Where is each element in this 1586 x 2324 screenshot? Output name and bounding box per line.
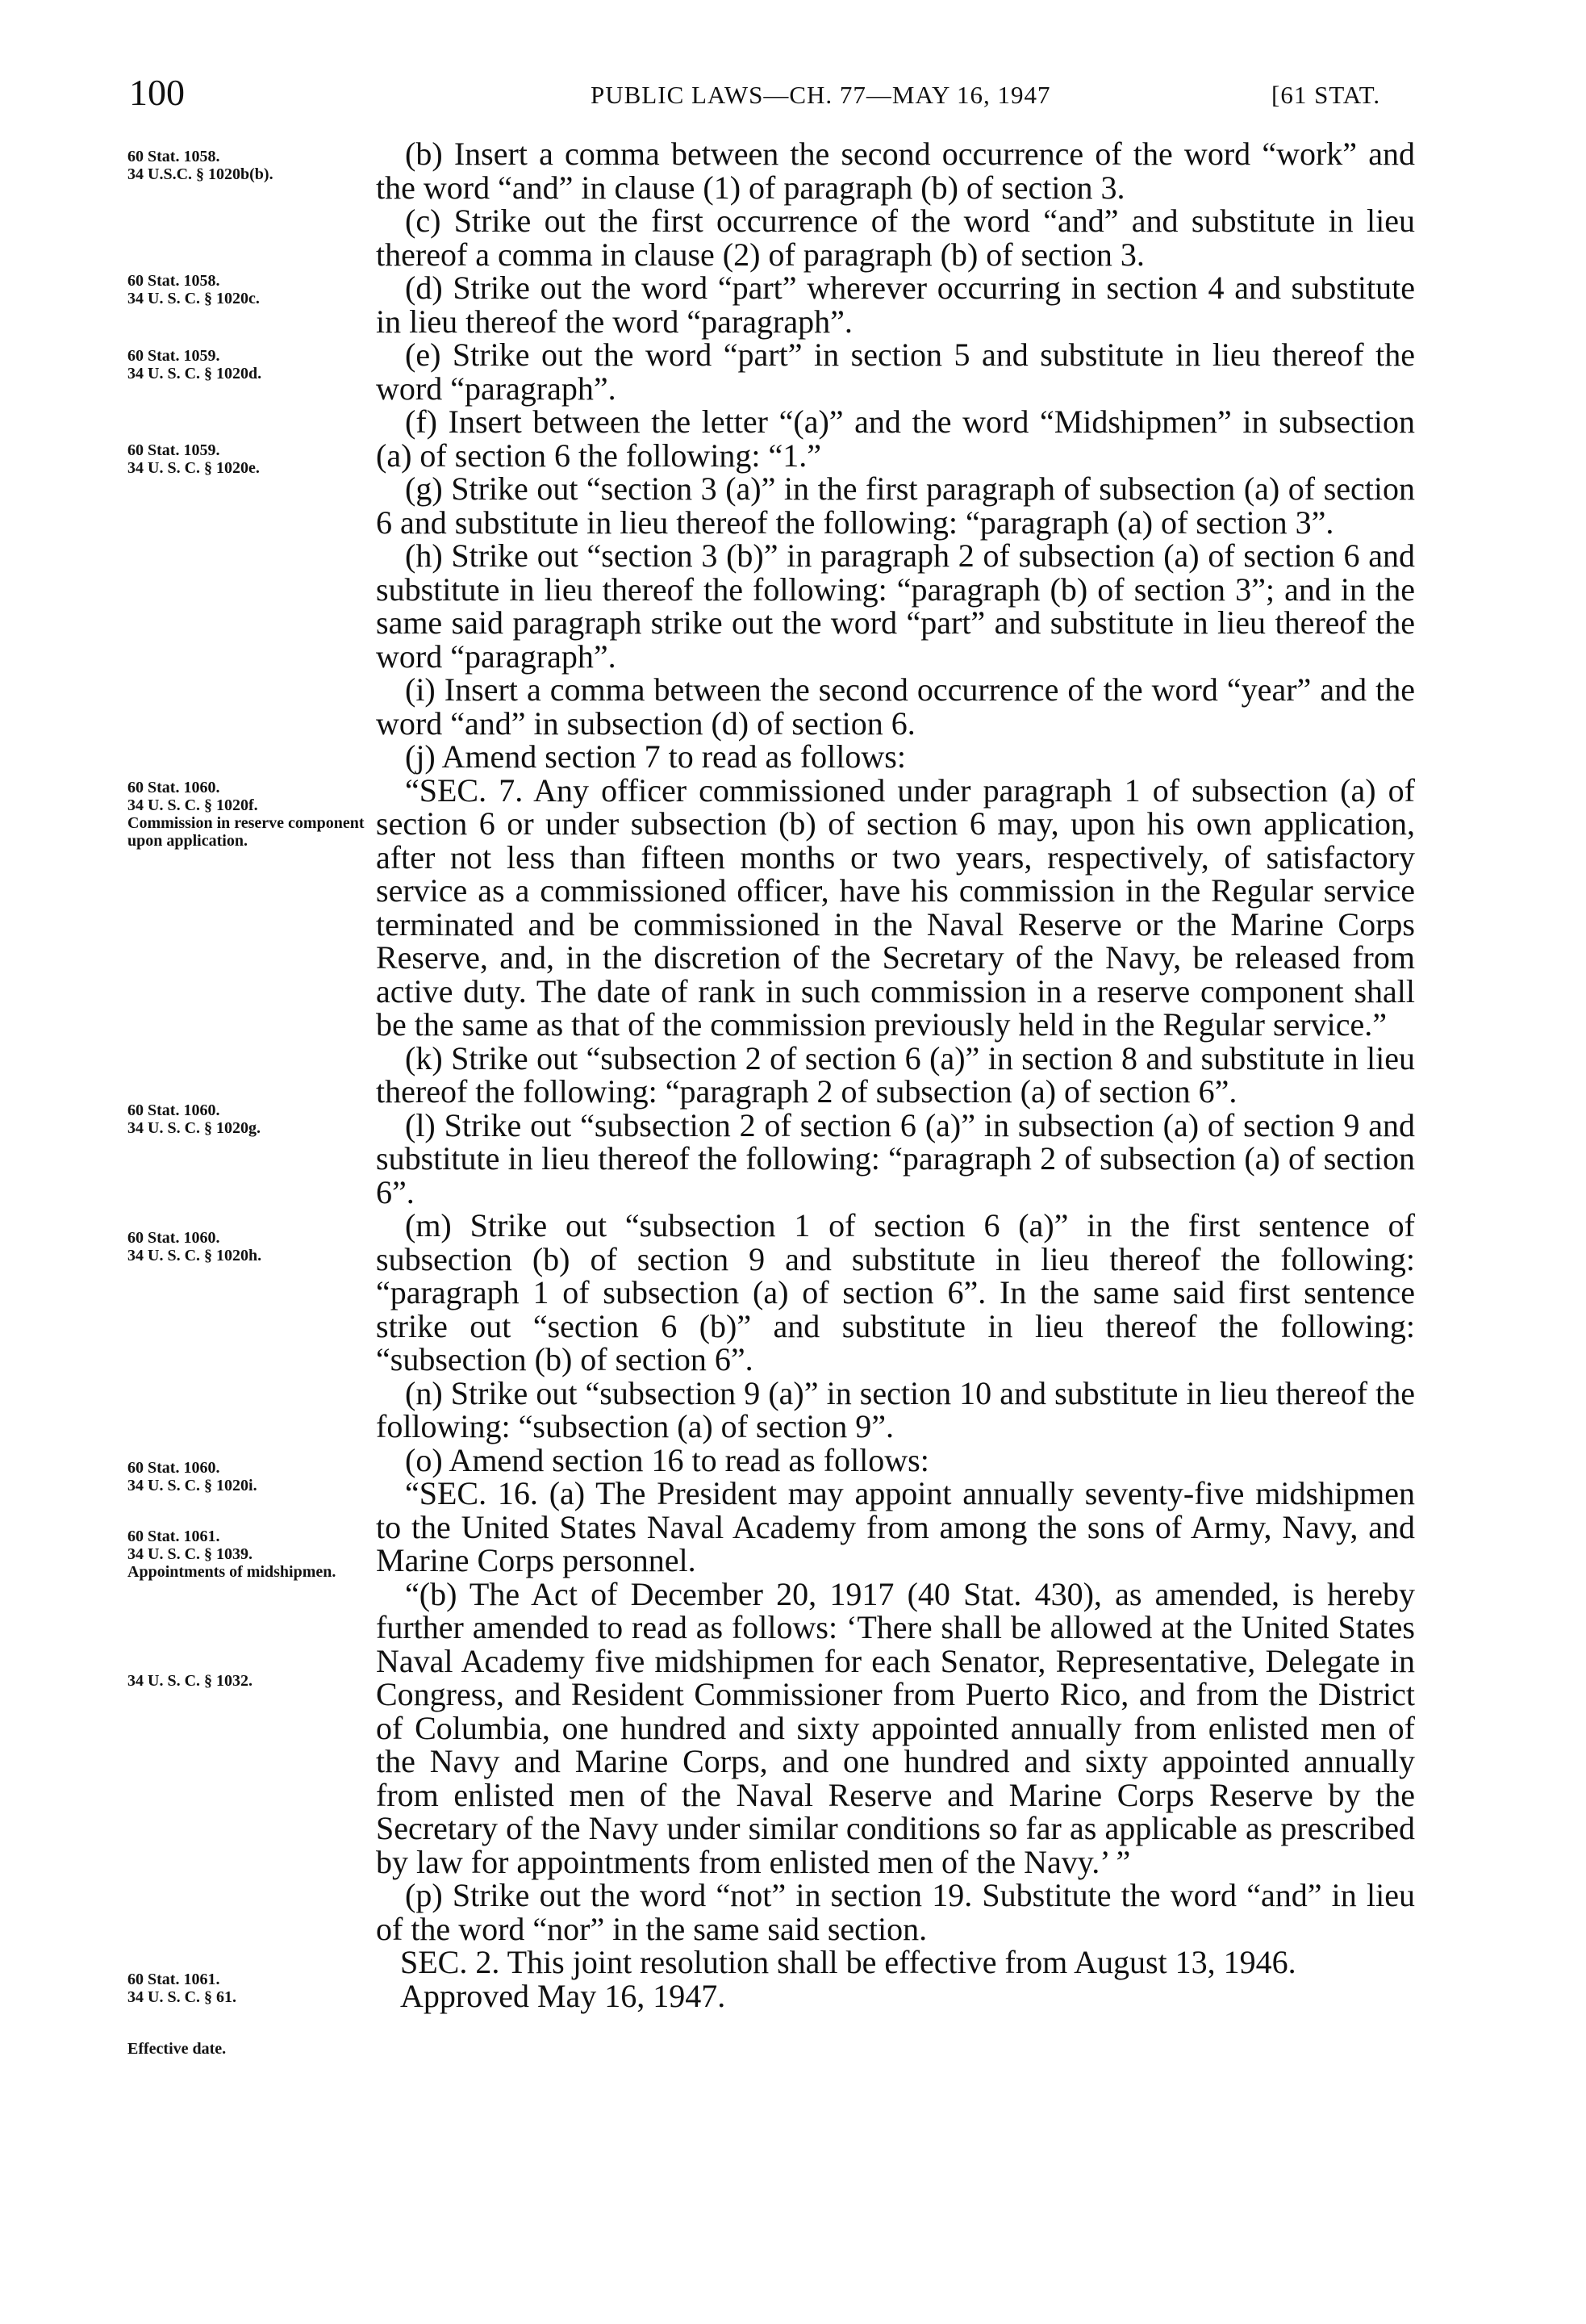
page-number: 100 [129,72,185,113]
paragraph-k: (k) Strike out “subsection 2 of section 6 (a)” in section 8 and substitute in lieu thereof the following: “paragraph 2 of subsection (a) of section 6”. [376,1039,1415,1110]
margin-note: 60 Stat. 1061. 34 U. S. C. § 1039. Appointments of midshipmen. [127,1528,336,1581]
running-title: PUBLIC LAWS—CH. 77—MAY 16, 1947 [591,81,1051,109]
section-16b-text: “(b) The Act of December 20, 1917 (40 Stat. 430), as amended, is hereby further amended to read as follows: ‘There shall be allowed at the United States Naval Academy five midshipmen for each Senator, Representative, Delegate in Congress, and Resident Commissioner from Puerto Rico, and from the District of Columbia, one hundred and sixty appointed annually from enlisted men of the Navy and Marine Corps, and one hundred and sixty appointed annually from enlisted men of the Naval Reserve and Marine Corps Reserve by the Secretary of the Navy under similar conditions so far as applicable as prescribed by law for appointments from enlisted men of the Navy.’ ” [376,1575,1415,1880]
paragraph-p: (p) Strike out the word “not” in section 19. Substitute the word “and” in lieu of the word “nor” in the same said section. [376,1877,1415,1947]
paragraph-j: (j) Amend section 7 to read as follows: [405,738,906,775]
paragraph-h: (h) Strike out “section 3 (b)” in paragraph 2 of subsection (a) of section 6 and substitute in lieu thereof the following: “paragraph (b) of section 3”; and in the same said paragraph strike out the word “part” and substitute in lieu thereof the word “paragraph”. [376,537,1415,675]
page-header [0,71,1586,119]
margin-note: 60 Stat. 1058. 34 U. S. C. § 1020c. [127,272,260,307]
statute-reference: [61 STAT. [1271,81,1381,109]
margin-note: 60 Stat. 1061. 34 U. S. C. § 61. [127,1971,237,2006]
paragraph-c: (c) Strike out the first occurrence of the word “and” and substitute in lieu thereof a comma in clause (2) of paragraph (b) of section 3. [376,203,1415,273]
margin-note: 60 Stat. 1060. 34 U. S. C. § 1020g. [127,1101,261,1137]
body-text [376,137,1415,2013]
paragraph-l: (l) Strike out “subsection 2 of section 6 (a)” in subsection (a) of section 9 and substitute in lieu thereof the following: “paragraph 2 of subsection (a) of section 6”. [376,1106,1415,1210]
paragraph-o: (o) Amend section 16 to read as follows: [405,1441,929,1478]
paragraph-i: (i) Insert a comma between the second occurrence of the word “year” and the word “and” in subsection (d) of section 6. [376,671,1415,742]
paragraph-g: (g) Strike out “section 3 (a)” in the first paragraph of subsection (a) of section 6 and substitute in lieu thereof the following: “paragraph (a) of section 3”. [376,470,1415,541]
margin-note: 60 Stat. 1058. 34 U.S.C. § 1020b(b). [127,148,273,183]
section-2-text: SEC. 2. This joint resolution shall be effective from August 13, 1946. [400,1944,1296,1980]
margin-note: 60 Stat. 1060. 34 U. S. C. § 1020i. [127,1459,257,1494]
paragraph-e: (e) Strike out the word “part” in section 5 and substitute in lieu thereof the word “paragraph”. [376,336,1415,407]
paragraph-d: (d) Strike out the word “part” wherever occurring in section 4 and substitute in lieu thereof the word “paragraph”. [376,270,1415,340]
margin-note: 34 U. S. C. § 1032. [127,1672,253,1690]
margin-note: 60 Stat. 1059. 34 U. S. C. § 1020e. [127,441,260,477]
margin-note: Effective date. [127,2040,227,2058]
margin-note: 60 Stat. 1060. 34 U. S. C. § 1020f. Commission in reserve component upon application. [127,779,365,850]
approved-date: Approved May 16, 1947. [400,1977,726,2014]
paragraph-n: (n) Strike out “subsection 9 (a)” in section 10 and substitute in lieu thereof the following: “subsection (a) of section 9”. [376,1374,1415,1444]
paragraph-b: (b) Insert a comma between the second occurrence of the word “work” and the word “and” in clause (1) of paragraph (b) of section 3. [376,136,1415,206]
paragraph-m: (m) Strike out “subsection 1 of section 6 (a)” in the first sentence of subsection (b) of section 9 and substitute in lieu thereof the following: “paragraph 1 of subsection (a) of section 6”. In the same said first sentence strike out “section 6 (b)” and substitute in lieu thereof the following: “subsection (b) of section 6”. [376,1207,1415,1377]
paragraph-f: (f) Insert between the letter “(a)” and the word “Midshipmen” in subsection (a) of section 6 the following: “1.” [376,403,1415,474]
section-16a-text: “SEC. 16. (a) The President may appoint annually seventy-five midshipmen to the United States Naval Academy from among the sons of Army, Navy, and Marine Corps personnel. [376,1475,1415,1578]
margin-note: 60 Stat. 1059. 34 U. S. C. § 1020d. [127,347,262,382]
margin-note: 60 Stat. 1060. 34 U. S. C. § 1020h. [127,1229,262,1264]
section-7-text: “SEC. 7. Any officer commissioned under paragraph 1 of subsection (a) of section 6 or under subsection (b) of section 6 may, upon his own application, after not less than fifteen months or two years, respectively, of satisfactory service as a commissioned officer, have his commission in the Regular service terminated and be commissioned in the Naval Reserve or the Marine Corps Reserve, and, in the discretion of the Secretary of the Navy, be released from active duty. The date of rank in such commission in a reserve component shall be the same as that of the commission previously held in the Regular service.” [376,771,1415,1043]
